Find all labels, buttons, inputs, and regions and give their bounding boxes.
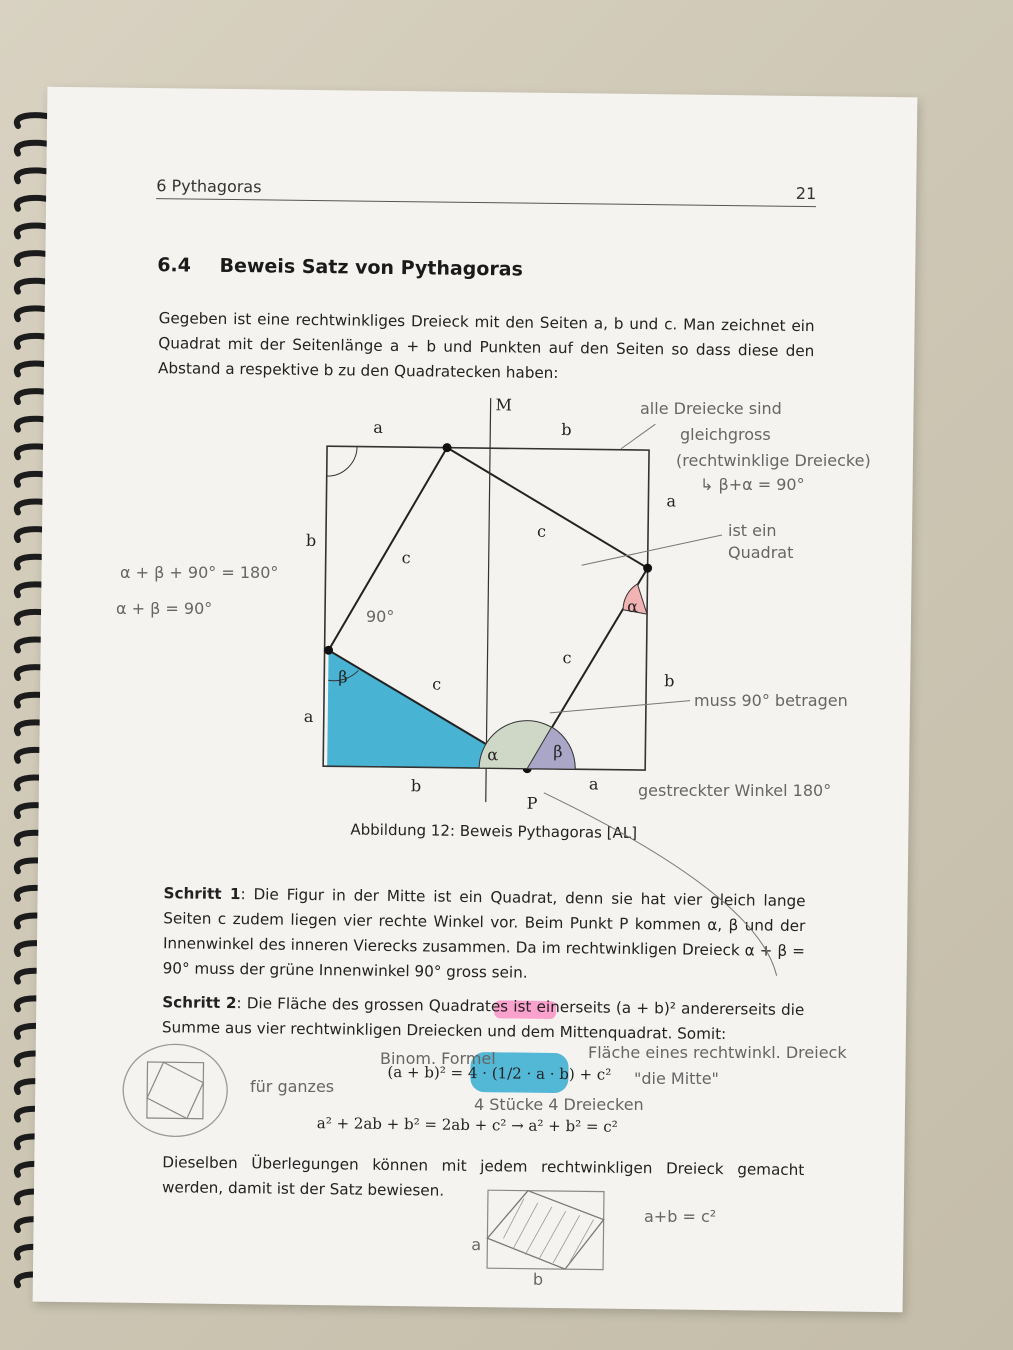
note-triangles-3: (rechtwinklige Dreiecke) [676,451,871,470]
handwritten-90: 90° [366,607,395,626]
label-c-left: c [401,548,411,568]
note-area-triangle: Fläche eines rechtwinkl. Dreieck [588,1043,847,1062]
pointer-line-1 [621,424,655,449]
label-a-right: a [666,491,677,511]
label-a-left: a [303,706,314,727]
section-number: 6.4 [157,254,192,277]
label-a-bottom: a [588,774,599,794]
page-number: 21 [795,183,817,204]
sketch-label-a: a [471,1234,482,1255]
step-1-title: Schritt 1 [163,884,241,904]
note-triangles-2: gleichgross [680,425,771,444]
note-triangles-1: alle Dreiecke sind [640,399,782,418]
pointer-line-2 [582,533,722,567]
label-beta-bottom: β [553,741,563,762]
formula-line-2: a² + 2ab + b² = 2ab + c² → a² + b² = c² [316,1114,618,1136]
formula-line-1: (a + b)² = 4 · (1/2 · a · b) + c² [387,1062,612,1084]
note-four-pieces: 4 Stücke 4 Dreiecken [474,1095,644,1114]
hatching [503,1198,594,1263]
label-c-right: c [562,648,572,668]
label-beta-left: β [338,667,348,687]
handwritten-eq-1: α + β + 90° = 180° [120,563,279,582]
note-whole: für ganzes [250,1077,335,1096]
conclusion-paragraph: Dieselben Überlegungen können mit jedem rechtwinkligen Dreieck gemacht werden, damit ist der Satz bewiesen. [161,1153,805,1200]
label-m: M [495,395,513,415]
bottom-square-sketch [487,1190,604,1269]
figure-caption: Abbildung 12: Beweis Pythagoras [AL] [350,820,638,842]
pencil-sketches [33,87,918,1313]
pointer-line-4 [542,793,779,976]
note-triangles-4: ↳ β+α = 90° [700,475,805,494]
notebook-page [33,87,918,1313]
step-2-title: Schritt 2 [162,993,237,1013]
label-c-top: c [536,521,547,541]
sketch-label-b: b [532,1269,544,1289]
label-c-bottom: c [432,674,442,694]
note-must-90: muss 90° betragen [694,691,848,710]
circled-sketch [123,1044,228,1137]
chapter-title: 6 Pythagoras [156,176,262,197]
small-square-sketch [147,1062,204,1119]
bottom-inner-sketch [487,1190,604,1269]
label-b-left: b [305,530,317,551]
intro-paragraph: Gegeben ist eine rechtwinkliges Dreieck mit den Seiten a, b und c. Man zeichnet ein Quadrat mit der Seitenlänge a + b und Punkten auf den Seiten so dass diese den Abstand a respektive b zu den Quadratecken haben: [157,309,815,382]
step-1-text: : Die Figur in der Mitte ist ein Quadrat, denn sie hat vier gleich lange Seiten c zudem liegen vier rechte Winkel vor. Beim Punkt P kommen α, β und der Innenwinkel des inneren Vierecks zusammen. Da im rechtwinkligen Dreieck α + β = 90° muss der grüne Innenwinkel 90° gross sein. [162,885,806,982]
label-alpha-bottom: α [487,745,499,765]
step-2-text: : Die Fläche des grossen Quadrates ist einerseits (a + b)² andererseits die Summe aus vier rechtwinkligen Dreiecken und dem Mittenquadrat. Somit: [161,994,805,1044]
label-p: P [526,793,538,813]
note-straight-angle: gestreckter Winkel 180° [638,781,832,800]
note-middle: "die Mitte" [634,1069,719,1088]
label-b-right: b [664,671,675,691]
handwritten-eq-2: α + β = 90° [116,599,213,618]
label-b-bottom: b [410,776,422,796]
small-inner-square-sketch [147,1062,204,1119]
section-title: Beweis Satz von Pythagoras [219,254,524,281]
note-binom: Binom. Formel [380,1049,496,1068]
label-a-top: a [373,417,383,437]
note-square-2: Quadrat [728,543,794,562]
note-side: a+b = c² [644,1207,717,1226]
note-square-1: ist ein [728,521,777,540]
label-b-top: b [561,420,572,440]
pointer-line-3 [550,699,690,715]
label-alpha-right: α [627,596,639,616]
